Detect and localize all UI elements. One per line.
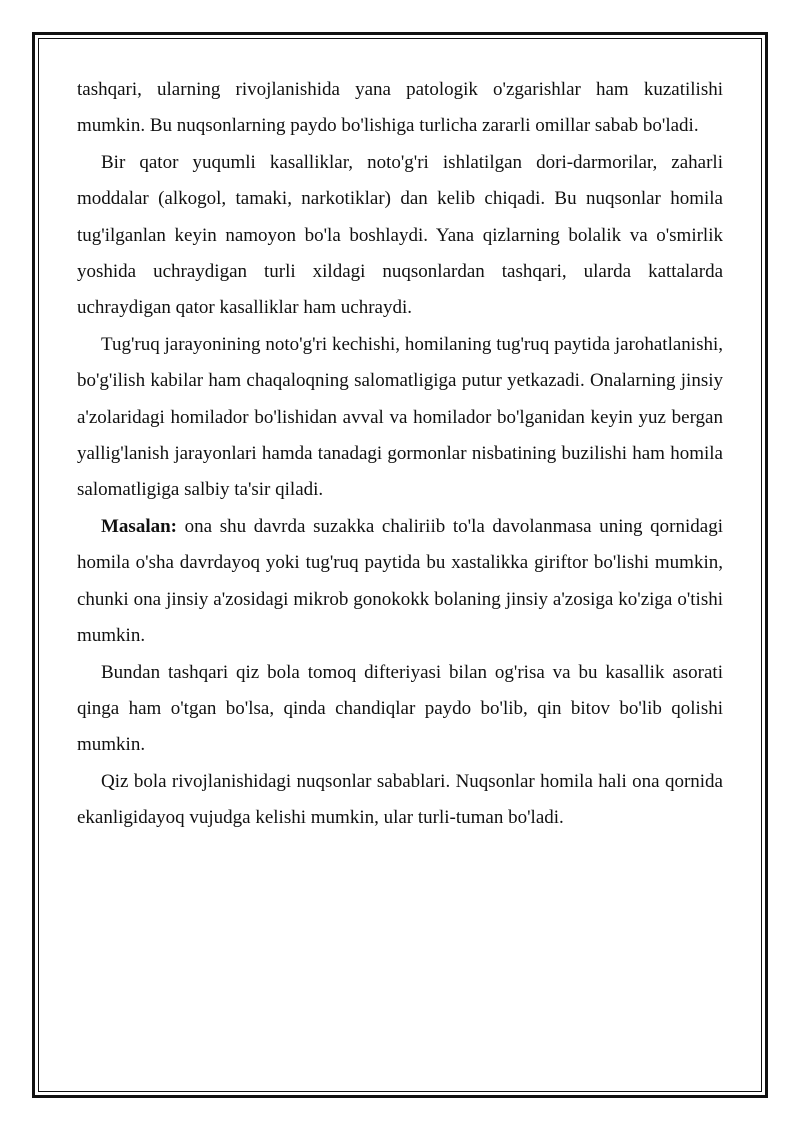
paragraph-4-lead: Masalan: (101, 515, 177, 537)
paragraph-1-text: tashqari, ularning rivojlanishida yana patologik o'zgarishlar ham kuzatilishi mumkin. Bu nuqsonlarning paydo bo'lishiga turlicha zararli omillar sabab bo'ladi. (77, 79, 723, 137)
paragraph-4-text: ona shu davrda suzakka chaliriib to'la davolanmasa uning qornidagi homila o'sha davrdayoq yoki tug'ruq paytida bu xastalikka giriftor bo'lishi mumkin, chunki ona jinsiy a'zosidagi mikrob gonokokk bolaning jinsiy a'zosiga ko'ziga o'tishi mumkin. (77, 515, 723, 647)
paragraph-4 (77, 509, 723, 655)
paragraph-2 (77, 145, 723, 327)
document-body (77, 72, 723, 837)
paragraph-5 (77, 655, 723, 764)
paragraph-5-text: Bundan tashqari qiz bola tomoq difteriyasi bilan og'risa va bu kasallik asorati qinga ham o'tgan bo'lsa, qinda chandiqlar paydo bo'lib, qin bitov bo'lib qolishi mumkin. (77, 661, 723, 756)
paragraph-6 (77, 764, 723, 837)
paragraph-1 (77, 72, 723, 145)
paragraph-6-text: Qiz bola rivojlanishidagi nuqsonlar sabablari. Nuqsonlar homila hali ona qornida ekanligidayoq vujudga kelishi mumkin, ular turli-tuman bo'ladi. (77, 770, 723, 829)
paragraph-2-text: Bir qator yuqumli kasalliklar, noto'g'ri ishlatilgan dori-darmorilar, zaharli moddalar (alkogol, tamaki, narkotiklar) dan kelib chiqadi. Bu nuqsonlar homila tug'ilganlan keyin namoyon bo'la boshlaydi. Yana qizlarning bolalik va o'smirlik yoshida uchraydigan turli xildagi nuqsonlardan tashqari, ularda kattalarda uchraydigan qator kasalliklar ham uchraydi. (77, 151, 723, 319)
paragraph-3-text: Tug'ruq jarayonining noto'g'ri kechishi, homilaning tug'ruq paytida jarohatlanishi, bo'g'ilish kabilar ham chaqaloqning salomatligiga putur yetkazadi. Onalarning jinsiy a'zolaridagi homilador bo'lishidan avval va homilador bo'lganidan keyin yuz bergan yallig'lanish jarayonlari hamda tanadagi gormonlar nisbatining buzilishi ham homila salomatligiga salbiy ta'sir qiladi. (77, 333, 723, 501)
paragraph-3 (77, 327, 723, 509)
